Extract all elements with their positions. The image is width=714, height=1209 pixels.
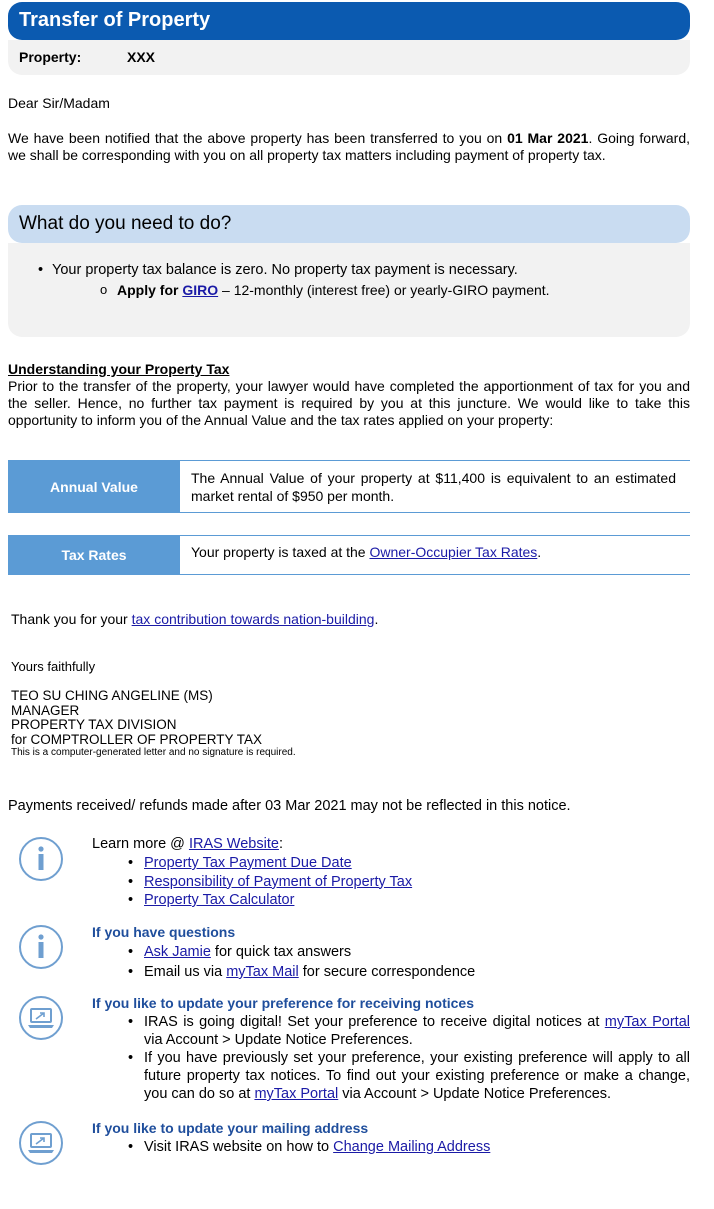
signatory-name: TEO SU CHING ANGELINE (MS) [11, 688, 213, 703]
mailing-text: Visit IRAS website on how to [144, 1139, 334, 1155]
yours-faithfully: Yours faithfully [11, 659, 96, 674]
info-icon [18, 836, 64, 882]
owner-occupier-link[interactable]: Owner-Occupier Tax Rates [369, 544, 538, 560]
annual-value-label: Annual Value [8, 460, 180, 513]
salutation: Dear Sir/Madam [8, 95, 110, 111]
list-item: • Ask Jamie for quick tax answers [128, 944, 352, 960]
laptop-icon [18, 1120, 64, 1166]
learn-more-list [128, 854, 412, 910]
giro-link[interactable]: GIRO [182, 282, 219, 298]
preference-item2-text: If you have previously set your preference, your existing preference will apply to all future property tax notices. To find out your existing preference or make a change, you can do so at [144, 1050, 690, 1102]
nation-building-link[interactable]: tax contribution towards nation-building [131, 611, 375, 627]
bullet: • [38, 262, 44, 278]
mailing-heading: If you like to update your mailing address [92, 1120, 369, 1136]
todo-heading: What do you need to do? [19, 213, 232, 234]
list-item: • If you have previously set your preference, your existing preference will apply to all future property tax notices. To find out your existing preference or make a change, you can do so at myTax Portal via Account > Update Notice Preferences. [128, 1050, 690, 1102]
list-item: • Responsibility of Payment of Property Tax [128, 873, 413, 890]
balance-item [38, 262, 518, 278]
signatory-division: PROPERTY TAX DIVISION [11, 717, 177, 732]
giro-item [100, 282, 550, 298]
calculator-link[interactable]: Property Tax Calculator [144, 892, 295, 908]
property-bar [8, 40, 690, 75]
learn-more-colon: : [278, 836, 283, 852]
questions-heading: If you have questions [92, 924, 236, 940]
thanks-line [11, 611, 378, 627]
learn-more-text: Learn more @ [92, 836, 189, 852]
payments-note: Payments received/ refunds made after 03 Mar 2021 may not be reflected in this notice. [8, 798, 571, 814]
giro-rest: – 12-monthly (interest free) or yearly-GIRO payment. [222, 282, 550, 298]
change-mailing-address-link[interactable]: Change Mailing Address [333, 1139, 491, 1155]
ask-jamie-text: for quick tax answers [210, 944, 352, 960]
mytax-portal-link[interactable]: myTax Portal [604, 1014, 690, 1030]
tax-rates-cell [180, 535, 690, 575]
tax-rates-end: . [537, 544, 542, 560]
learn-more-line [92, 836, 283, 852]
preference-item1-end: via Account > Update Notice Preferences. [144, 1032, 413, 1048]
preference-heading: If you like to update your preference for receiving notices [92, 995, 474, 1011]
tax-rates-label: Tax Rates [8, 535, 180, 575]
tax-rates-text: Your property is taxed at the [191, 544, 370, 560]
laptop-icon [18, 995, 64, 1041]
todo-section-body [8, 243, 690, 337]
list-item: • IRAS is going digital! Set your preference to receive digital notices at myTax Portal via Account > Update Notice Preferences. [128, 1014, 690, 1048]
todo-section-header [8, 205, 690, 243]
preference-list [128, 1013, 690, 1103]
mytax-mail-link[interactable]: myTax Mail [226, 964, 299, 980]
questions-list [128, 942, 475, 982]
responsibility-link[interactable]: Responsibility of Payment of Property Tax [144, 873, 413, 890]
title-bar [8, 2, 690, 40]
info-icon [18, 924, 64, 970]
computer-generated-note: This is a computer-generated letter and no signature is required. [11, 747, 296, 758]
intro-paragraph [8, 130, 690, 164]
transfer-date: 01 Mar 2021 [507, 130, 589, 146]
annual-value-text: The Annual Value of your property at $11,400 is equivalent to an estimated market rental of $950 per month. [180, 460, 690, 513]
ask-jamie-link[interactable]: Ask Jamie [144, 944, 211, 960]
property-label: Property: [19, 49, 82, 65]
understanding-body: Prior to the transfer of the property, your lawyer would have completed the apportionment of tax for you and the seller. Hence, no further tax payment is required by you at this juncture. We would like to take this opportunity to inform you of the Annual Value and the tax rates applied on your property: [8, 378, 690, 428]
mailing-item: • Visit IRAS website on how to Change Mailing Address [128, 1139, 491, 1155]
signatory-title: MANAGER [11, 702, 80, 718]
understanding-heading: Understanding your Property Tax [8, 361, 230, 377]
thanks-end: . [374, 611, 379, 627]
intro-text-end: . Going forward, we shall be corresponding with you on all property tax matters including payment of property tax. [8, 130, 690, 163]
iras-website-link[interactable]: IRAS Website [188, 836, 279, 852]
preference-item2-end: via Account > Update Notice Preferences. [338, 1086, 612, 1102]
intro-text: We have been notified that the above property has been transferred to you on [8, 130, 508, 146]
page-title: Transfer of Property [19, 9, 211, 31]
signature-block [11, 689, 296, 759]
mytax-portal-link[interactable]: myTax Portal [254, 1086, 339, 1102]
list-item: • Email us via myTax Mail for secure correspondence [128, 964, 476, 980]
list-item: • Property Tax Payment Due Date [128, 855, 352, 871]
due-date-link[interactable]: Property Tax Payment Due Date [144, 855, 352, 871]
balance-text: Your property tax balance is zero. No property tax payment is necessary. [52, 262, 518, 278]
giro-bold: Apply for [117, 282, 179, 298]
thanks-text: Thank you for your [11, 611, 132, 627]
email-text: Email us via [144, 964, 227, 980]
property-value: XXX [127, 49, 156, 65]
email-text-end: for secure correspondence [298, 964, 476, 980]
signatory-for: for COMPTROLLER OF PROPERTY TAX [11, 731, 263, 747]
sub-bullet: o [100, 282, 108, 297]
list-item: • Property Tax Calculator [128, 892, 295, 908]
preference-item1-text: IRAS is going digital! Set your preference to receive digital notices at [144, 1014, 605, 1030]
